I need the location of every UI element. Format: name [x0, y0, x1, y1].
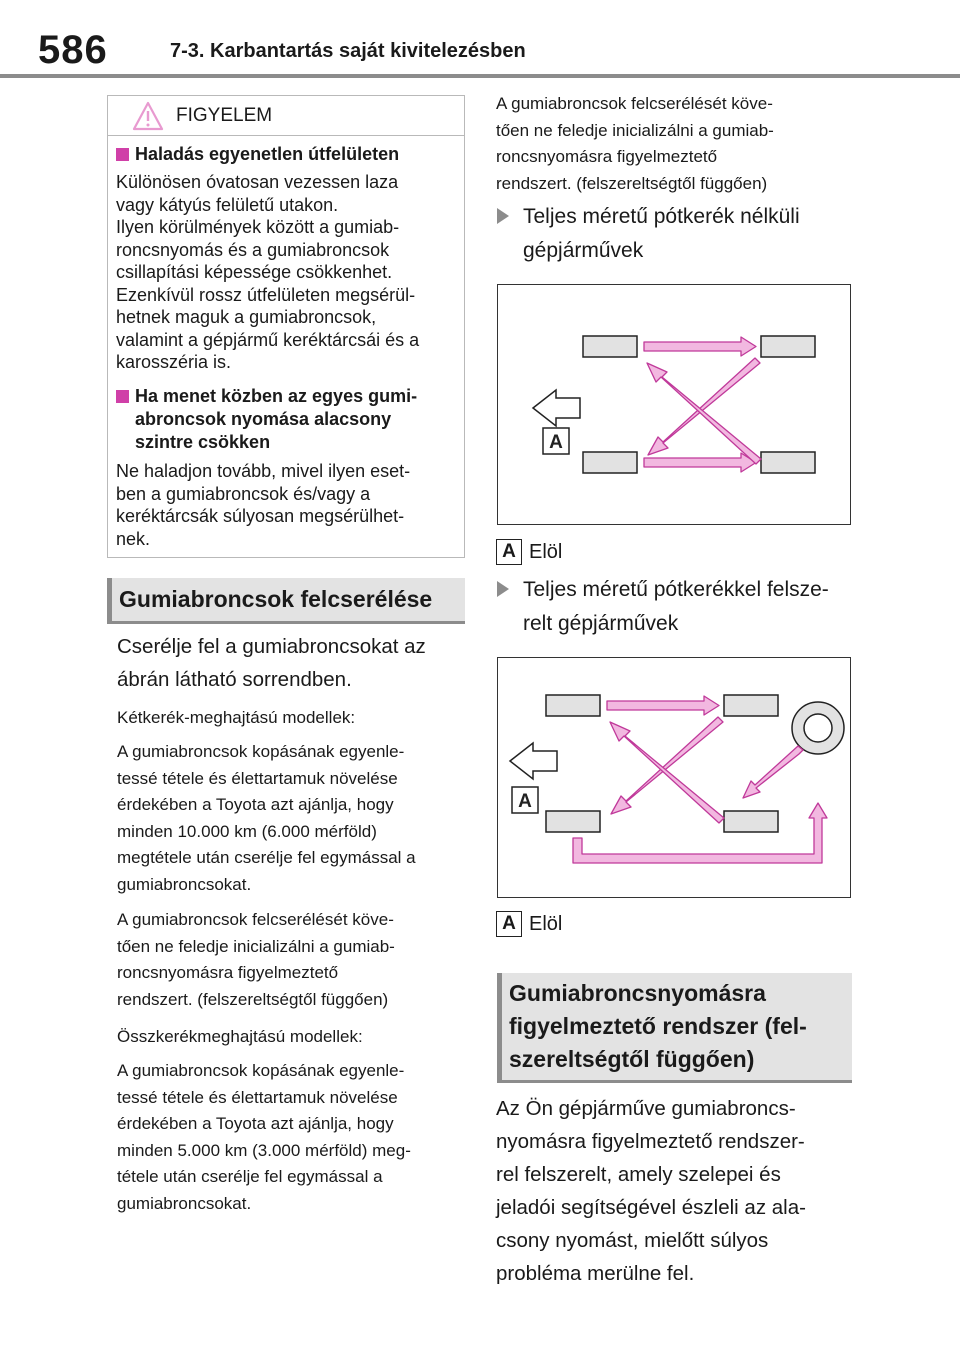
warning-header	[108, 96, 464, 136]
header-rule	[0, 74, 960, 78]
legend-label-a-1: A	[496, 539, 522, 565]
paragraph-awd: A gumiabroncsok kopásának egyenle- tessé tétele és élettartamuk növelése érdekében a Toyota azt ajánlja, hogy minden 5.000 km (3.000 mérföld) meg- tétele után cserélje fel egymással a gumiabroncsokat.	[117, 1061, 411, 1213]
warning-subheading-2: Ha menet közben az egyes gumi- abroncsok nyomása alacsony szintre csökken	[116, 385, 417, 454]
tire-front-left	[546, 695, 600, 716]
paragraph-init-reminder-right: A gumiabroncsok felcserélését köve- tően ne feledje inicializálni a gumiab- roncsnyomásra figyelmeztető rendszert. (felszereltségtől függően)	[496, 94, 774, 193]
tire-rear-right	[724, 811, 778, 832]
tire-front-right	[546, 811, 600, 832]
bullet-square-icon	[116, 390, 129, 403]
rotation-diagram-with-spare	[497, 657, 851, 898]
diagram-2-label-a: A	[518, 791, 532, 812]
rotation-diagram-no-spare	[497, 284, 851, 525]
list-item-with-spare: Teljes méretű pótkerékkel felsze- relt gépjárművek	[497, 573, 857, 641]
triangle-bullet-icon	[497, 581, 509, 597]
warning-title: FIGYELEM	[176, 105, 273, 126]
rotation-arrows	[644, 337, 761, 472]
warning-body-2: Ne haladjon tovább, mivel ilyen eset- ben a gumiabroncsok és/vagy a keréktárcsák súlyosan megsérülhet- nek.	[116, 461, 411, 549]
warning-subheading-1: Haladás egyenetlen útfelületen	[116, 143, 399, 166]
front-direction-arrow-icon	[510, 743, 557, 779]
tire-front-left	[583, 336, 637, 357]
section-heading-tire-rotation: Gumiabroncsok felcserélése	[107, 578, 465, 624]
section-lead: Cserélje fel a gumiabroncsokat az ábrán látható sorrendben.	[117, 635, 426, 691]
warning-box	[107, 95, 465, 558]
front-direction-arrow-icon	[533, 390, 580, 426]
warning-body-1: Különösen óvatosan vezessen laza vagy kátyús felületű utakon. Ilyen körülmények között a gumiab- roncsnyomás és a gumiabroncsok csillapítási képessége csökkenhet. Ezenkívül rossz útfelületen megsérül- hetnek maguk a gumiabroncsok, valamint a gépjármű keréktárcsái és a karosszéria is.	[116, 172, 420, 372]
paragraph-tpms: Az Ön gépjárműve gumiabroncs- nyomásra figyelmeztető rendszer- rel felszerelt, amely szelepei és jeladói segítségével észleli az ala- csony nyomást, mielőtt súlyos probléma merülne fel.	[496, 1097, 806, 1285]
paragraph-awd-label: Összkerékmeghajtású modellek:	[117, 1027, 363, 1046]
bullet-square-icon	[116, 148, 129, 161]
legend-label-a-2: A	[496, 911, 522, 937]
paragraph-init-reminder: A gumiabroncsok felcserélését köve- tően ne feledje inicializálni a gumiab- roncsnyomásra figyelmeztető rendszert. (felszereltségtől függően)	[117, 910, 395, 1009]
triangle-bullet-icon	[497, 208, 509, 224]
list-item-no-spare: Teljes méretű pótkerék nélküli gépjárművek	[497, 200, 857, 268]
diagram-1-label-a: A	[549, 432, 563, 453]
page-number: 586	[38, 28, 108, 72]
legend-front-text-1: Elöl	[529, 541, 563, 563]
tire-front-right	[583, 452, 637, 473]
rotation-diagram-2-graphic	[498, 658, 850, 897]
legend-front-text-2: Elöl	[529, 913, 563, 935]
tire-rear-left	[761, 336, 815, 357]
warning-triangle-icon	[132, 101, 164, 131]
tire-rear-left	[724, 695, 778, 716]
chapter-title: 7-3. Karbantartás saját kivitelezésben	[170, 40, 526, 62]
section-heading-tpms: Gumiabroncsnyomásra figyelmeztető rendszer (fel- szereltségtől függően)	[497, 973, 852, 1083]
rotation-arrows	[573, 696, 827, 863]
paragraph-2wd-label: Kétkerék-meghajtású modellek:	[117, 708, 356, 727]
rotation-diagram-1-graphic	[498, 285, 850, 524]
paragraph-2wd: A gumiabroncsok kopásának egyenle- tessé tétele és élettartamuk növelése érdekében a Toyota azt ajánlja, hogy minden 10.000 km (6.000 mérföld) megtétele után cserélje fel egymással a gumiabroncsokat.	[117, 742, 416, 894]
tire-rear-right	[761, 452, 815, 473]
